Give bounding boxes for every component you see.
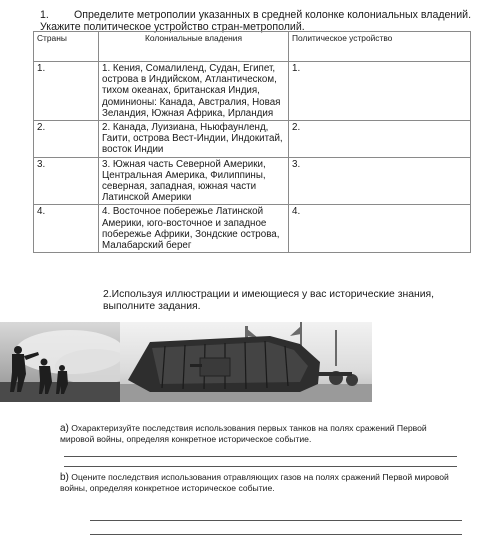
colonies-table — [33, 31, 471, 253]
ww1-illustrations — [0, 322, 372, 402]
tank-photo — [120, 322, 372, 402]
row-number: 3. — [34, 157, 99, 205]
row-answer[interactable]: 2. — [289, 121, 471, 158]
answer-line-b1[interactable] — [90, 520, 462, 521]
row-number: 1. — [34, 62, 99, 121]
question-a-text: Охарактеризуйте последствия использования первых танков на полях сражений Первой мировой войны, определяя конкретное историческое событие. — [60, 423, 427, 444]
question-b-text: Оцените последствия использования отравляющих газов на полях сражений Первой мировой войны, определяя конкретное историческое событие. — [60, 472, 449, 493]
row-colonies: 4. Восточное побережье Латинской Америки, юго-восточное и западное побережье Африки, Зондские острова, Малабарский берег — [99, 205, 289, 253]
header-colonies: Колониальные владения — [99, 32, 289, 62]
row-answer[interactable]: 3. — [289, 157, 471, 205]
task1-text: Определите метрополии указанных в средней колонке колониальных владений. Укажите политическое устройство стран-метрополий. — [40, 9, 472, 33]
task1-number: 1. — [40, 9, 49, 21]
question-a-letter: a) — [60, 423, 69, 434]
row-colonies: 3. Южная часть Северной Америки, Центральная Америка, Филиппины, северная, западная, южная части Латинской Америки — [99, 157, 289, 205]
table-row — [34, 121, 471, 158]
answer-line-a1[interactable] — [64, 456, 457, 457]
answer-line-b2[interactable] — [90, 534, 462, 535]
row-colonies: 1. Кения, Сомалиленд, Судан, Египет, острова в Индийском, Атлантическом, тихом океанах, британская Индия, доминионы: Канада, Австралия, Новая Зеландия, Южная Африка, Ирландия — [99, 62, 289, 121]
table-row — [34, 205, 471, 253]
row-number: 2. — [34, 121, 99, 158]
question-a — [60, 423, 455, 444]
task1-heading — [40, 9, 480, 33]
table-row — [34, 62, 471, 121]
table-header-row — [34, 32, 471, 62]
answer-line-a2[interactable] — [64, 466, 457, 467]
row-answer[interactable]: 1. — [289, 62, 471, 121]
header-political-system: Политическое устройство — [289, 32, 471, 62]
row-number: 4. — [34, 205, 99, 253]
row-colonies: 2. Канада, Луизиана, Ньюфаунленд, Гаити, острова Вест-Индии, Индокитай, восток Индии — [99, 121, 289, 158]
question-b-letter: b) — [60, 472, 69, 483]
header-countries: Страны — [34, 32, 99, 62]
gas-attack-photo — [0, 322, 135, 402]
task2-text: 2.Используя иллюстрации и имеющиеся у вас исторические знания, выполните задания. — [103, 289, 435, 312]
question-b — [60, 472, 455, 493]
table-row — [34, 157, 471, 205]
row-answer[interactable]: 4. — [289, 205, 471, 253]
